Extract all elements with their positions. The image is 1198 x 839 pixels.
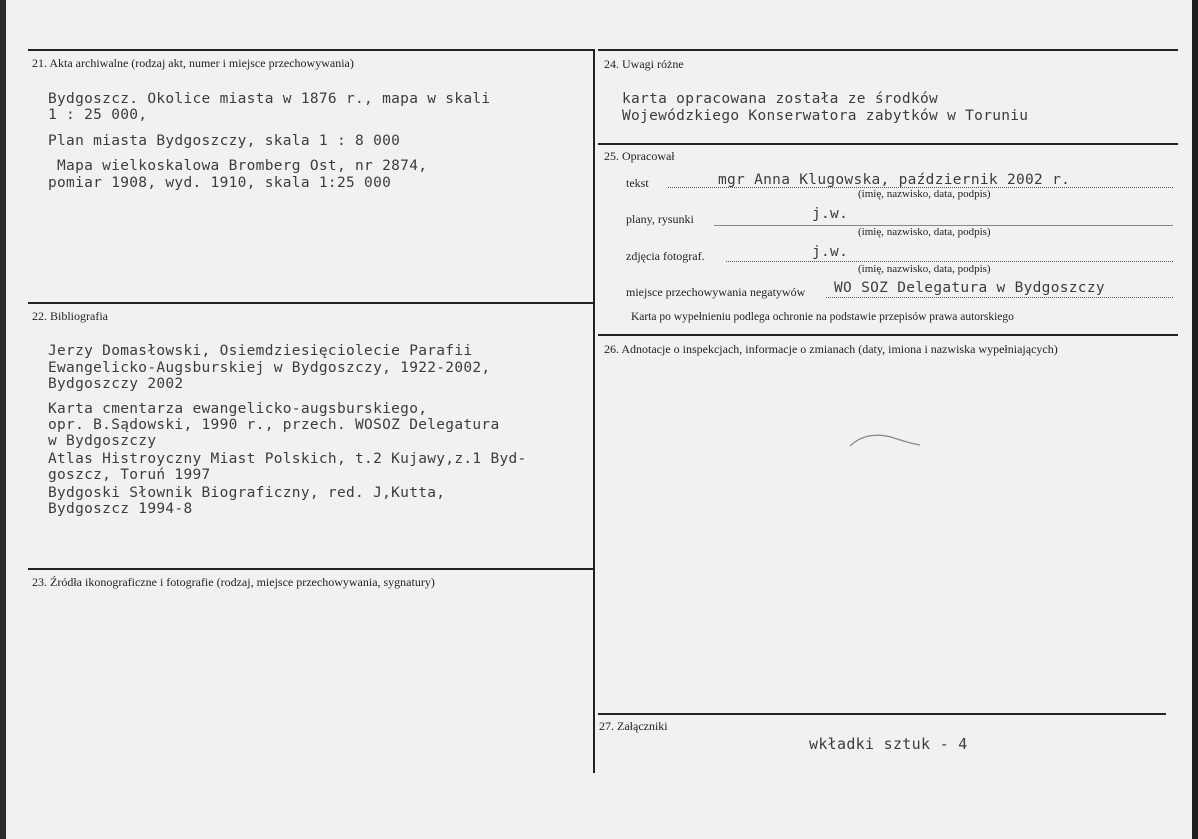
section-21-line-3: Plan miasta Bydgoszczy, skala 1 : 8 000: [48, 133, 401, 149]
section-27-label: 27. Załączniki: [599, 719, 668, 733]
rule-25: [598, 143, 1178, 145]
section-24-line-2: Wojewódzkiego Konserwatora zabytków w Toruniu: [622, 108, 1029, 124]
section-25-label: 25. Opracował: [604, 149, 675, 163]
plany-caption: (imię, nazwisko, data, podpis): [858, 226, 991, 238]
section-21-line-2: 1 : 25 000,: [48, 107, 148, 123]
rule-26: [598, 334, 1178, 336]
section-21-line-4: Mapa wielkoskalowa Bromberg Ost, nr 2874,: [48, 158, 428, 174]
section-21-line-1: Bydgoszcz. Okolice miasta w 1876 r., mapa w skali: [48, 91, 491, 107]
zdjecia-label: zdjęcia fotograf.: [626, 249, 705, 263]
miejsce-label: miejsce przechowywania negatywów: [626, 285, 806, 299]
section-22-line-6: w Bydgoszczy: [48, 433, 157, 449]
section-24-label: 24. Uwagi różne: [604, 57, 684, 71]
plany-value: j.w.: [812, 206, 849, 222]
section-22-line-9: Bydgoski Słownik Biograficzny, red. J,Kutta,: [48, 485, 446, 501]
tekst-value: mgr Anna Klugowska, październik 2002 r.: [718, 172, 1071, 188]
zdjecia-caption: (imię, nazwisko, data, podpis): [858, 263, 991, 275]
miejsce-line: [826, 297, 1173, 298]
plany-label: plany, rysunki: [626, 212, 694, 226]
top-rule-left: [28, 49, 594, 51]
section-22-label: 22. Bibliografia: [32, 309, 108, 323]
section-22-line-10: Bydgoszcz 1994-8: [48, 501, 193, 517]
rule-27: [598, 713, 1166, 715]
section-21-line-5: pomiar 1908, wyd. 1910, skala 1:25 000: [48, 175, 392, 191]
section-24-line-1: karta opracowana została ze środków: [622, 91, 939, 107]
rule-22: [28, 302, 594, 304]
tekst-caption: (imię, nazwisko, data, podpis): [858, 188, 991, 200]
section-22-line-7: Atlas Histroyczny Miast Polskich, t.2 Kujawy,z.1 Byd-: [48, 451, 527, 467]
section-21-label: 21. Akta archiwalne (rodzaj akt, numer i miejsce przechowywania): [32, 56, 354, 70]
copyright-note: Karta po wypełnieniu podlega ochronie na podstawie przepisów prawa autorskiego: [631, 311, 1014, 323]
zdjecia-value: j.w.: [812, 244, 849, 260]
tekst-label: tekst: [626, 176, 649, 190]
section-22-line-5: opr. B.Sądowski, 1990 r., przech. WOSOZ Delegatura: [48, 417, 500, 433]
miejsce-value: WO SOZ Delegatura w Bydgoszczy: [834, 280, 1105, 296]
section-26-label: 26. Adnotacje o inspekcjach, informacje o zmianach (daty, imiona i nazwiska wypełniających): [604, 342, 1058, 356]
zdjecia-line: [726, 261, 1173, 262]
section-22-line-3: Bydgoszczy 2002: [48, 376, 184, 392]
rule-23: [28, 568, 594, 570]
pen-stroke: [846, 428, 926, 452]
section-22-line-8: goszcz, Toruń 1997: [48, 467, 211, 483]
section-27-value: wkładki sztuk - 4: [809, 735, 968, 753]
section-23-label: 23. Źródła ikonograficzne i fotografie (rodzaj, miejsce przechowywania, sygnatury): [32, 575, 435, 589]
section-22-line-4: Karta cmentarza ewangelicko-augsburskiego,: [48, 401, 428, 417]
section-22-line-1: Jerzy Domasłowski, Osiemdziesięciolecie Parafii: [48, 343, 473, 359]
top-rule-right: [598, 49, 1178, 51]
center-divider: [593, 49, 595, 773]
section-22-line-2: Ewangelicko-Augsburskiej w Bydgoszczy, 1922-2002,: [48, 360, 491, 376]
